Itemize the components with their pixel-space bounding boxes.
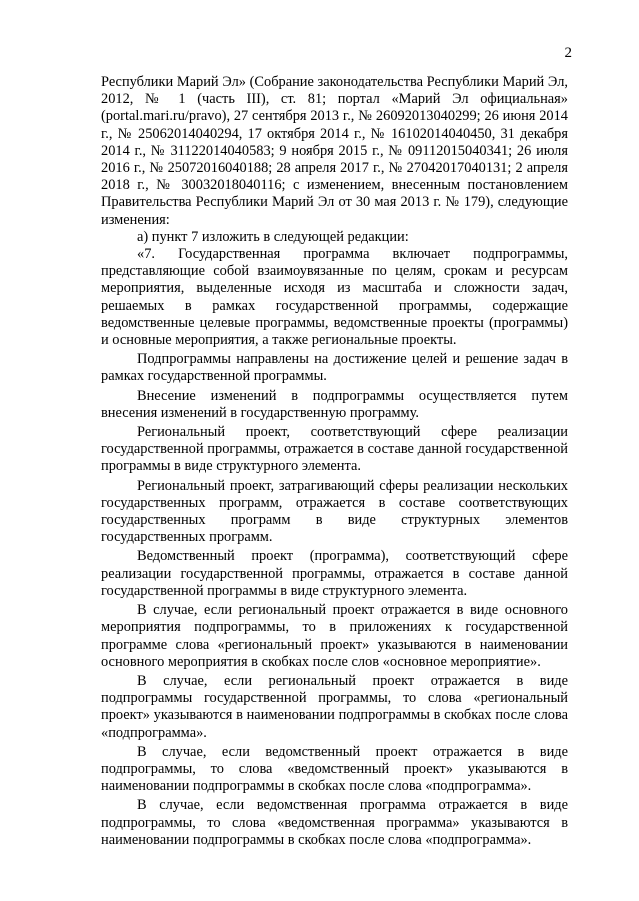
paragraph: Ведомственный проект (программа), соответствующий сфере реализации государственной программы, отражается в составе данной государственной программы в виде структурного элемента.	[101, 548, 568, 599]
paragraph: Подпрограммы направлены на достижение целей и решение задач в рамках государственной программы.	[101, 351, 568, 385]
paragraph: Региональный проект, затрагивающий сферы реализации нескольких государственных программ, отражается в составе соответствующих государственных программ в виде структурных элементов государственных программ.	[101, 477, 568, 546]
paragraph: «7. Государственная программа включает подпрограммы, представляющие собой взаимоувязанные по целям, срокам и ресурсам мероприятия, выделенные исходя из масштаба и сложности задач, решаемых в рамках государственной программы, содержащие ведомственные целевые программы, ведомственные проекты (программы) и основные мероприятия, а также региональные проекты.	[101, 246, 568, 349]
paragraph: Региональный проект, соответствующий сфере реализации государственной программы, отражается в составе данной государственной программы в виде структурного элемента.	[101, 424, 568, 475]
paragraph: В случае, если региональный проект отражается в виде основного мероприятия подпрограммы, то в приложениях к государственной программе слова «региональный проект» указываются в наименовании основного мероприятия в скобках после слов «основное мероприятие».	[101, 602, 568, 670]
paragraph: В случае, если ведомственная программа отражается в виде подпрограммы, то слова «ведомственная программа» указываются в наименовании подпрограммы в скобках после слова «подпрограмма».	[101, 797, 568, 848]
paragraph: В случае, если региональный проект отражается в виде подпрограммы государственной программы, то слова «региональный проект» указываются в наименовании подпрограммы в скобках после слова «подпрограмма».	[101, 672, 568, 741]
paragraph: Внесение изменений в подпрограммы осуществляется путем внесения изменений в государственную программу.	[101, 387, 568, 421]
paragraph: Республики Марий Эл» (Собрание законодательства Республики Марий Эл, 2012, № 1 (часть III), ст. 81; портал «Марий Эл официальная» (portal.mari.ru/pravo), 27 сентября 2013 г., № 26092013040299; 26 июня 2014 г., № 25062014040294, 17 октября 2014 г., № 16102014040450, 31 декабря 2014 г., № 31122014040583; 9 ноября 2015 г., № 09112015040341; 26 июля 2016 г., № 25072016040188; 28 апреля 2017 г., № 27042017040131; 2 апреля 2018 г., № 30032018040116; с изменением, внесенным постановлением Правительства Республики Марий Эл от 30 мая 2013 г. № 179), следующие изменения:	[101, 74, 568, 228]
paragraph: В случае, если ведомственный проект отражается в виде подпрограммы, то слова «ведомственный проект» указываются в наименовании подпрограммы в скобках после слова «подпрограмма».	[101, 743, 568, 795]
paragraph: а) пункт 7 изложить в следующей редакции:	[137, 228, 409, 245]
document-body	[101, 74, 568, 849]
page-number: 2	[564, 45, 572, 61]
